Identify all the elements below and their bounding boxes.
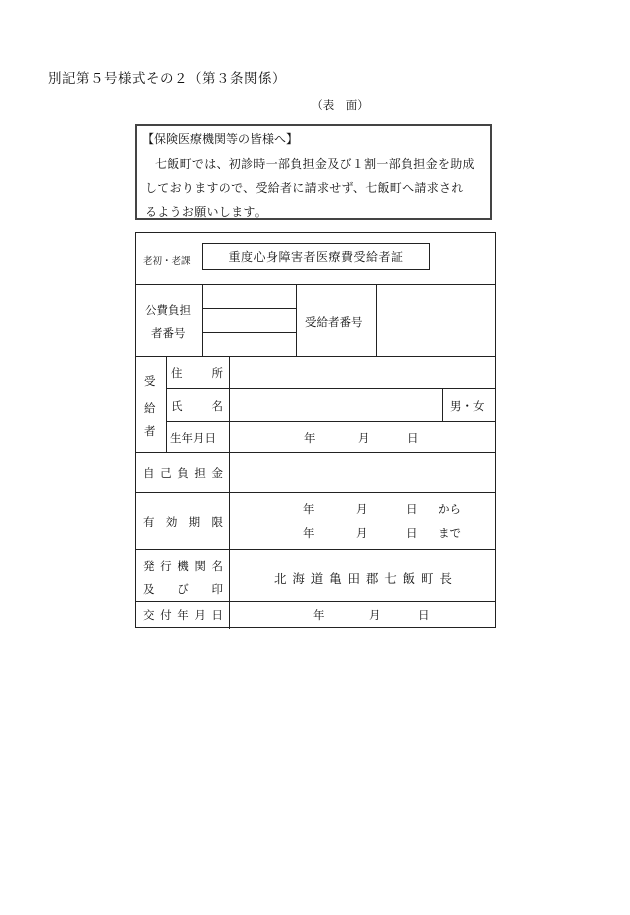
certificate-title: 重度心身障害者医療費受給者証 <box>202 243 430 270</box>
issue-month-unit: 月 <box>369 608 381 622</box>
notice-line: しておりますので、受給者に請求せず、七飯町へ請求され <box>145 181 464 195</box>
recipient-number-label: 受給者番号 <box>305 315 363 329</box>
public-payer-label: 公費負担 <box>145 303 191 317</box>
certificate-form <box>135 232 496 628</box>
issue-day-unit: 日 <box>418 608 430 622</box>
document-heading: 別記第５号様式その２（第３条関係） <box>48 71 286 87</box>
recipient-label: 給 <box>144 401 156 415</box>
birth-label: 生年月日 <box>170 431 216 445</box>
birth-month-unit: 月 <box>358 431 370 445</box>
notice-line: るようお願いします。 <box>145 205 268 219</box>
valid-from-day-unit: 日 <box>406 502 418 516</box>
valid-from-label: から <box>438 502 461 516</box>
birth-day-unit: 日 <box>407 431 419 445</box>
birth-year-unit: 年 <box>304 431 316 445</box>
issuer-seal-label: 及 び 印 <box>143 582 223 596</box>
issue-date-label: 交 付 年 月 日 <box>143 608 223 622</box>
valid-until-month-unit: 月 <box>356 526 368 540</box>
side-label: （表 面） <box>311 98 369 112</box>
validity-label: 有 効 期 限 <box>143 515 223 529</box>
name-label: 氏 名 <box>171 399 223 413</box>
notice-box <box>135 124 492 220</box>
issuer-value: 北 海 道 亀 田 郡 七 飯 町 長 <box>274 571 452 586</box>
valid-until-year-unit: 年 <box>303 526 315 540</box>
issuer-label: 発 行 機 関 名 <box>143 559 223 573</box>
public-payer-label-2: 者番号 <box>151 326 186 340</box>
notice-title: 【保険医療機関等の皆様へ】 <box>142 132 299 146</box>
recipient-label: 受 <box>144 374 156 388</box>
notice-line: 七飯町では、初診時一部負担金及び１割一部負担金を助成 <box>155 157 475 171</box>
gender-label: 男・女 <box>450 399 485 413</box>
valid-until-day-unit: 日 <box>406 526 418 540</box>
valid-until-label: まで <box>438 526 461 540</box>
dept-label: 老初・老課 <box>143 256 191 267</box>
recipient-label: 者 <box>144 424 156 438</box>
valid-from-month-unit: 月 <box>356 502 368 516</box>
address-label: 住 所 <box>171 366 223 380</box>
self-pay-label: 自 己 負 担 金 <box>143 466 223 480</box>
issue-year-unit: 年 <box>313 608 325 622</box>
valid-from-year-unit: 年 <box>303 502 315 516</box>
